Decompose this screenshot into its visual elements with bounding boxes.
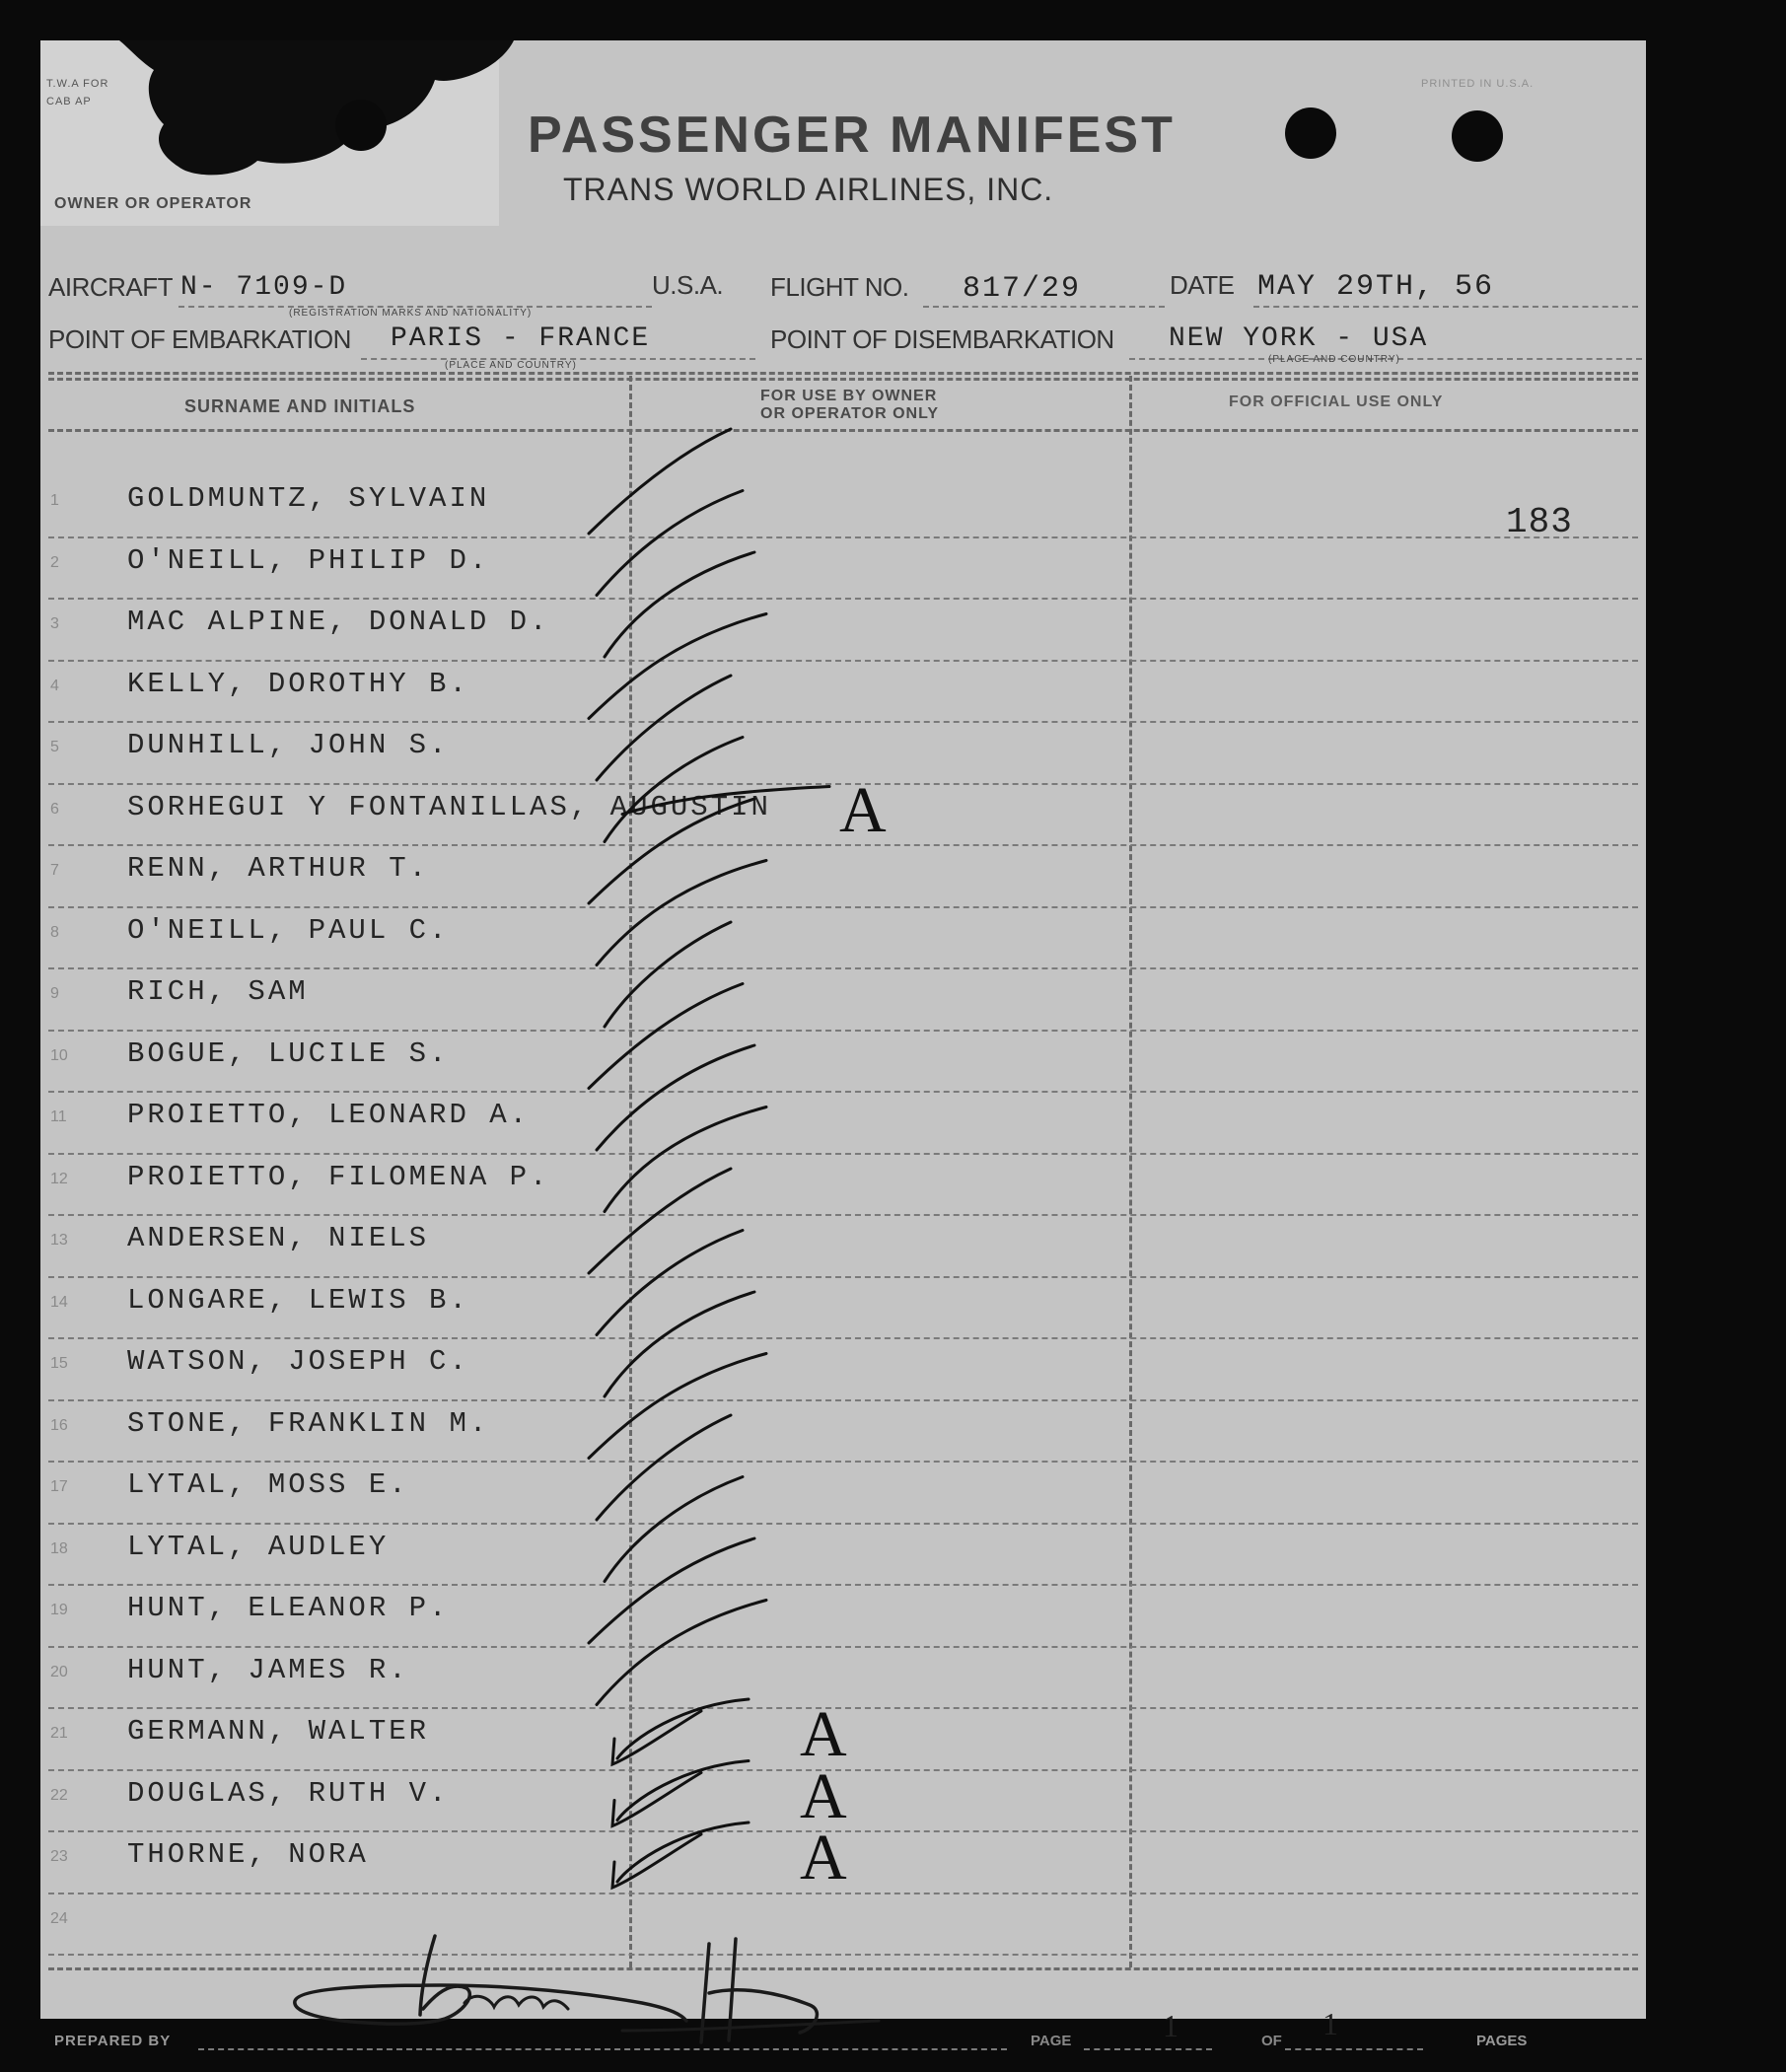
date-label: DATE: [1170, 270, 1235, 300]
owner-use-column-header: OR OPERATOR ONLY: [760, 405, 940, 422]
disembarkation-value: NEW YORK - USA: [1169, 323, 1429, 354]
aircraft-value: N- 7109-D: [180, 272, 348, 303]
passenger-name: RICH, SAM: [127, 975, 309, 1008]
passenger-name: RENN, ARTHUR T.: [127, 852, 430, 885]
row-number: 18: [50, 1539, 68, 1557]
row-number: 23: [50, 1848, 68, 1865]
passenger-name: GERMANN, WALTER: [127, 1715, 430, 1748]
row-number: 10: [50, 1046, 68, 1064]
check-mark: [597, 1415, 731, 1520]
passenger-name: STONE, FRANKLIN M.: [127, 1406, 490, 1440]
date-underline: [1253, 306, 1638, 308]
passenger-name: BOGUE, LUCILE S.: [127, 1036, 450, 1070]
passenger-name: LONGARE, LEWIS B.: [127, 1283, 469, 1317]
check-mark: [605, 922, 731, 1027]
of-label: OF: [1261, 2033, 1282, 2049]
row-number: 14: [50, 1293, 68, 1311]
row-rule: [48, 1893, 1638, 1894]
passenger-name: HUNT, ELEANOR P.: [127, 1592, 450, 1624]
check-mark: [605, 738, 743, 842]
official-use-column-header: FOR OFFICIAL USE ONLY: [1229, 393, 1444, 410]
check-mark: [605, 552, 754, 657]
page-label: PAGE: [1031, 2033, 1072, 2049]
passenger-name: HUNT, JAMES R.: [127, 1653, 409, 1686]
row-number: 22: [50, 1786, 68, 1804]
table-top-rule: [48, 378, 1638, 381]
disembarkation-caption: (PLACE AND COUNTRY): [1268, 354, 1400, 365]
owner-use-column-header: FOR USE BY OWNER: [760, 388, 938, 404]
row-rule: [48, 1523, 1638, 1525]
owner-stamp-fragment: CAB AP: [46, 96, 92, 107]
row-number: 1: [50, 492, 59, 509]
owner-mark: A: [839, 773, 887, 846]
row-number: 5: [50, 739, 59, 755]
owner-mark: A: [800, 1822, 847, 1893]
manifest-sheet: [40, 40, 1646, 2049]
aircraft-label: AIRCRAFT: [48, 272, 173, 302]
punch-hole: [1285, 107, 1336, 159]
page-total: 1: [1322, 2006, 1338, 2041]
row-rule: [48, 967, 1638, 969]
column-divider: [629, 376, 632, 1967]
page-number: 1: [1163, 2008, 1179, 2043]
row-number: 13: [50, 1232, 68, 1249]
passenger-name: PROIETTO, LEONARD A.: [127, 1099, 531, 1131]
passenger-name: GOLDMUNTZ, SYLVAIN: [127, 482, 490, 515]
row-number: 21: [50, 1725, 68, 1742]
row-number: 7: [50, 862, 59, 879]
check-mark: [605, 1292, 754, 1396]
check-mark: [597, 1231, 743, 1335]
row-rule: [48, 536, 1638, 538]
row-rule: [48, 1337, 1638, 1339]
row-rule: [48, 1399, 1638, 1401]
manifest-title: PASSENGER MANIFEST: [528, 107, 1176, 164]
row-number: 16: [50, 1416, 68, 1434]
row-number: 9: [50, 985, 59, 1002]
row-rule: [48, 844, 1638, 846]
check-mark: [589, 1354, 766, 1459]
punch-hole: [1452, 110, 1503, 162]
row-rule: [48, 1584, 1638, 1586]
row-rule: [48, 1153, 1638, 1155]
row-number: 15: [50, 1355, 68, 1372]
check-mark: [605, 1477, 743, 1582]
table-top-rule: [48, 372, 1638, 375]
nationality: U.S.A.: [652, 270, 724, 300]
row-rule: [48, 598, 1638, 600]
check-mark: [589, 429, 731, 534]
check-mark: [589, 614, 766, 719]
passenger-name: PROIETTO, FILOMENA P.: [127, 1160, 550, 1193]
embarkation-value: PARIS - FRANCE: [391, 323, 651, 354]
check-mark: [589, 984, 743, 1089]
check-mark: [589, 1169, 731, 1273]
embarkation-caption: (PLACE AND COUNTRY): [445, 360, 577, 371]
check-mark: [597, 491, 743, 596]
flight-no-label: FLIGHT NO.: [770, 272, 909, 302]
of-underline: [1285, 2048, 1423, 2050]
passenger-name: O'NEILL, PAUL C.: [127, 913, 450, 947]
row-number: 19: [50, 1602, 68, 1618]
official-number: 183: [1506, 502, 1573, 542]
row-rule: [48, 1276, 1638, 1278]
passenger-name: LYTAL, MOSS E.: [127, 1468, 409, 1501]
check-mark: [597, 1601, 766, 1705]
row-rule: [48, 1214, 1638, 1216]
disembarkation-label: POINT OF DISEMBARKATION: [770, 324, 1114, 354]
owner-mark: A: [800, 1698, 847, 1770]
check-mark: [597, 676, 731, 780]
check-mark: [612, 1834, 701, 1888]
row-number: 3: [50, 615, 59, 632]
row-number: 17: [50, 1478, 68, 1495]
row-number: 12: [50, 1170, 68, 1187]
row-rule: [48, 660, 1638, 662]
page-underline: [1084, 2048, 1212, 2050]
row-rule: [48, 1091, 1638, 1093]
flight-no-underline: [923, 306, 1165, 308]
embarkation-label: POINT OF EMBARKATION: [48, 324, 351, 354]
owner-mark: A: [800, 1759, 847, 1832]
flight-no-value: 817/29: [963, 272, 1082, 306]
column-header-rule: [48, 429, 1638, 432]
surname-column-header: SURNAME AND INITIALS: [184, 396, 416, 416]
printed-in-usa: PRINTED IN U.S.A.: [1421, 78, 1535, 90]
date-value: MAY 29TH, 56: [1257, 270, 1495, 304]
row-rule: [48, 1646, 1638, 1648]
row-number: 6: [50, 800, 59, 818]
check-mark: [597, 861, 766, 965]
check-mark: [612, 1773, 701, 1826]
row-number: 20: [50, 1663, 68, 1680]
passenger-name: THORNE, NORA: [127, 1838, 369, 1871]
check-mark: [589, 1538, 754, 1643]
row-rule: [48, 721, 1638, 723]
row-rule: [48, 1461, 1638, 1463]
row-number: 24: [50, 1909, 68, 1927]
row-number: 11: [50, 1108, 67, 1125]
owner-stamp-fragment: T.W.A FOR: [46, 78, 109, 90]
prepared-by-label: PREPARED BY: [54, 2033, 172, 2049]
signature: [248, 1934, 879, 2072]
ink-blot-stamp: [100, 40, 494, 179]
airline-name: TRANS WORLD AIRLINES, INC.: [563, 172, 1054, 207]
passenger-name: DOUGLAS, RUTH V.: [127, 1776, 450, 1810]
pages-label: PAGES: [1476, 2033, 1528, 2049]
row-number: 2: [50, 553, 59, 571]
row-number: 4: [50, 677, 59, 694]
passenger-name: KELLY, DOROTHY B.: [127, 667, 469, 700]
passenger-name: WATSON, JOSEPH C.: [127, 1345, 469, 1378]
passenger-name: SORHEGUI Y FONTANILLAS, AUGUSTIN: [127, 790, 771, 823]
column-divider: [1129, 376, 1132, 1967]
check-mark: [597, 1045, 754, 1150]
passenger-name: DUNHILL, JOHN S.: [127, 729, 450, 761]
passenger-name: O'NEILL, PHILIP D.: [127, 543, 490, 577]
row-number: 8: [50, 923, 59, 941]
registration-caption: (REGISTRATION MARKS AND NATIONALITY): [289, 308, 533, 319]
check-mark: [612, 1711, 701, 1764]
row-rule: [48, 1030, 1638, 1032]
row-rule: [48, 906, 1638, 908]
passenger-name: MAC ALPINE, DONALD D.: [127, 606, 550, 638]
owner-operator-label: OWNER OR OPERATOR: [54, 195, 252, 212]
punch-hole: [335, 100, 387, 151]
passenger-name: LYTAL, AUDLEY: [127, 1530, 390, 1563]
passenger-name: ANDERSEN, NIELS: [127, 1222, 430, 1254]
